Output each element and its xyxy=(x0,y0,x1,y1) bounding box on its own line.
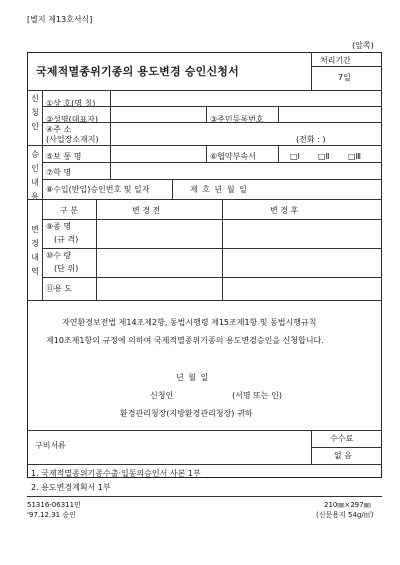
applicant-line: 신청인 xyxy=(150,391,174,400)
page-side-label: (앞쪽) xyxy=(352,41,374,50)
recipient-line: 환경관리청장(지방환경관리청장) 귀하 xyxy=(120,409,253,418)
scientific-name-label: ⑦학 명 xyxy=(46,168,72,177)
quantity-label: ⑩수 량 xyxy=(46,251,72,260)
required-documents-header: 구비서류 xyxy=(35,441,66,450)
after-change-header: 변 경 후 xyxy=(270,206,299,215)
approval-date-field: 제 호 년 월 일 xyxy=(190,185,248,194)
specification-label: (규 격) xyxy=(54,235,79,244)
species-name-label: ⑨종 명 xyxy=(46,222,72,231)
document-item-2: 2. 용도변경계획서 1부 xyxy=(31,483,111,492)
address-label: ④주 소 xyxy=(46,125,72,134)
statement-line-1: 자연환경보전법 제14조제2항, 동법시행령 제15조제1항 및 동법시행규칙 xyxy=(62,318,317,327)
appendix-option-2[interactable]: □Ⅱ xyxy=(318,152,330,161)
category-header: 구 분 xyxy=(60,206,78,215)
name-label: ②성명(대표자) xyxy=(46,115,99,124)
before-change-header: 변 경 전 xyxy=(132,206,161,215)
approval-number-label: ⑧수입(반입)승인번호 및 일자 xyxy=(46,185,150,194)
approval-date: '97.12.31 승인 xyxy=(27,511,76,519)
processing-period-value: 7일 xyxy=(338,73,351,82)
unit-label: (단 위) xyxy=(54,264,79,273)
approval-section-label: 승 인 내 용 xyxy=(31,150,39,201)
paper-type: (신문용지 54g/㎡) xyxy=(316,511,374,519)
fee-value: 없 음 xyxy=(334,451,352,460)
change-section-label: 변 경 내 역 xyxy=(31,225,39,276)
use-label: ⑪용 도 xyxy=(46,284,72,293)
applicant-section-label: 신 청 인 xyxy=(31,94,39,131)
form-code: 51316-06311민 xyxy=(27,501,81,509)
agreement-appendix-label: ⑥협약부속서 xyxy=(210,152,256,161)
signature-line: (서명 또는 인) xyxy=(232,391,282,400)
fee-label: 수수료 xyxy=(330,434,354,443)
processing-period-label: 처리기간 xyxy=(320,56,351,65)
appendix-option-3[interactable]: □Ⅲ xyxy=(348,152,362,161)
phone-label: (전화 : ) xyxy=(296,135,326,144)
paper-size: 210㎜×297㎜ xyxy=(324,501,371,509)
appendix-option-1[interactable]: □Ⅰ xyxy=(290,152,300,161)
form-title: 국제적멸종위기종의 용도변경 승인신청서 xyxy=(36,65,239,78)
trade-name-label: ①상 호(명 칭) xyxy=(46,99,96,108)
form-label: [별지 제13호서식] xyxy=(27,15,93,24)
resident-number-label: ③주민등록번호 xyxy=(210,115,264,124)
common-name-label: ⑤보 통 명 xyxy=(46,152,82,161)
document-item-1: 1. 국제적멸종위기종수출·입동의승인서 사본 1부 xyxy=(31,469,201,478)
date-line: 년 월 일 xyxy=(176,373,210,382)
statement-line-2: 제10조제1항의 규정에 의하여 국제적멸종위기종의 용도변경승인을 신청합니다. xyxy=(46,336,324,345)
address-sub-label: (사업장소재지) xyxy=(46,135,99,144)
